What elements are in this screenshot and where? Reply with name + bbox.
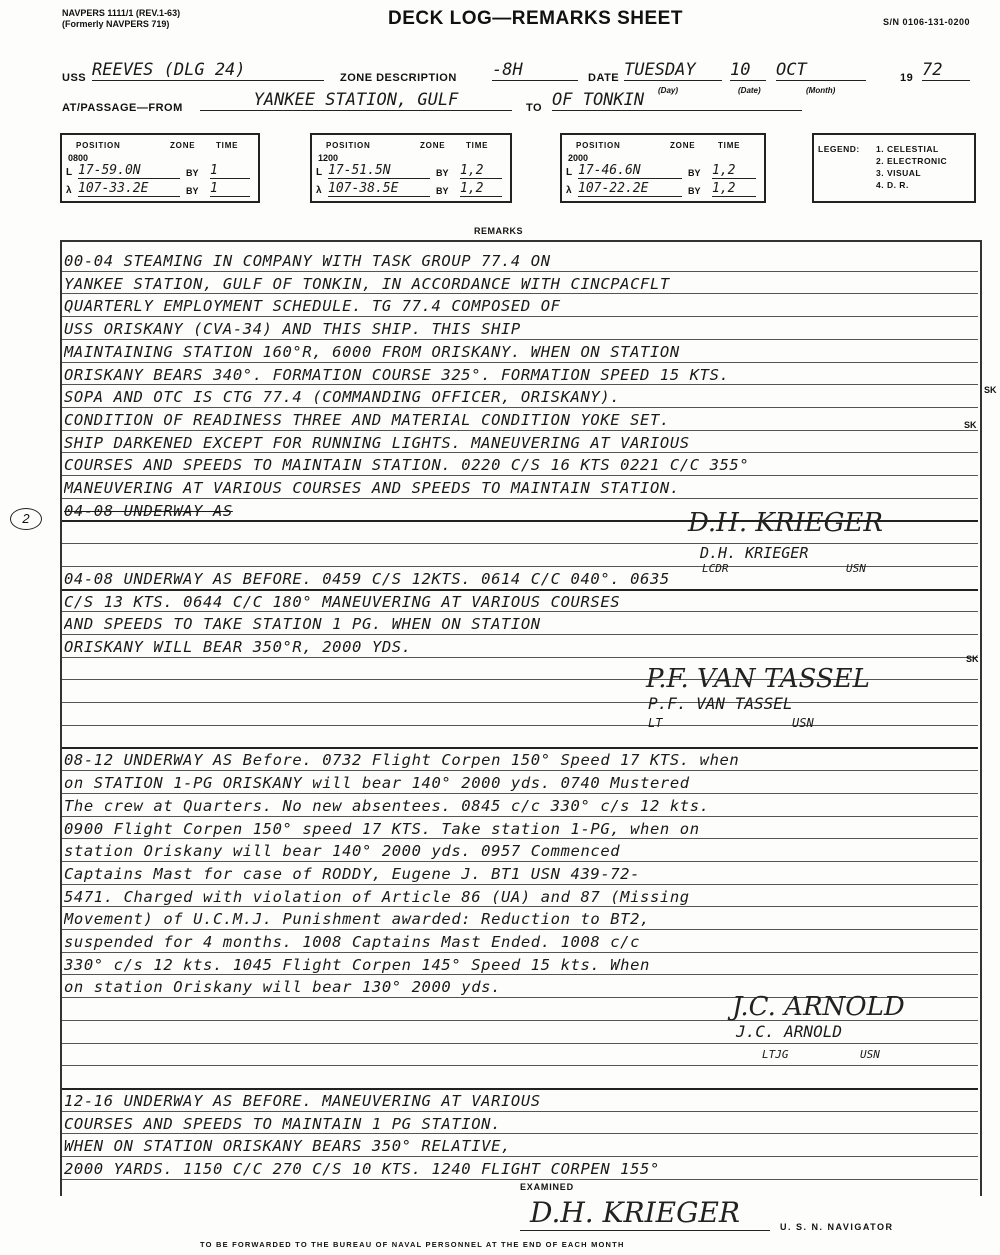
day-caption: (Day)	[658, 86, 679, 95]
remarks-line: 04-08 UNDERWAY AS BEFORE. 0459 C/S 12KTS. 0614 C/C 040°. 0635	[64, 569, 670, 588]
navigator-label: U. S. N. NAVIGATOR	[780, 1222, 894, 1232]
longitude-symbol: λ	[316, 185, 322, 196]
remarks-line: 330° c/s 12 kts. 1045 Flight Corpen 145° Speed 15 kts. When	[64, 955, 650, 974]
legend-box	[812, 133, 976, 203]
from-value: YANKEE STATION, GULF	[200, 90, 512, 111]
longitude-by: 1	[210, 181, 250, 197]
form-code	[62, 8, 180, 30]
longitude-symbol: λ	[566, 185, 572, 196]
latitude-value: 17-51.5N	[328, 163, 430, 179]
stock-number: S/N 0106-131-0200	[882, 17, 970, 27]
by-label: BY	[688, 168, 701, 178]
ruled-line	[62, 475, 978, 476]
date-label: DATE	[588, 72, 620, 84]
remarks-line: The crew at Quarters. No new absentees. 0845 c/c 330° c/s 12 kts.	[64, 796, 710, 815]
remarks-line: on station Oriskany will bear 130° 2000 yds.	[64, 978, 501, 997]
by-label: BY	[186, 168, 199, 178]
longitude-value: 107-22.2E	[578, 181, 682, 197]
ruled-line	[62, 725, 978, 726]
remarks-line: YANKEE STATION, GULF OF TONKIN, IN ACCORDANCE WITH CINCPACFLT	[64, 274, 670, 293]
position-time: 1200	[318, 153, 339, 163]
ruled-line	[62, 702, 978, 703]
position-heading: POSITION	[76, 141, 121, 150]
remarks-line: 12-16 UNDERWAY AS BEFORE. MANEUVERING AT VARIOUS	[64, 1091, 541, 1110]
signature-navigator: D.H. KRIEGER	[530, 1196, 740, 1229]
remarks-line: MAINTAINING STATION 160°R, 6000 FROM ORISKANY. WHEN ON STATION	[64, 342, 680, 361]
time-heading: TIME	[216, 141, 239, 150]
ruled-line	[62, 906, 978, 907]
remarks-line: WHEN ON STATION ORISKANY BEARS 350° RELATIVE,	[64, 1137, 511, 1156]
remarks-line: ORISKANY WILL BEAR 350°R, 2000 YDS.	[64, 637, 412, 656]
signature-krieger: D.H. KRIEGER	[688, 508, 883, 538]
form-code-line1: NAVPERS 1111/1 (REV.1-63)	[62, 8, 181, 18]
position-heading: POSITION	[326, 141, 371, 150]
legend-item: 2. ELECTRONIC	[876, 156, 948, 166]
position-box-2000	[560, 133, 766, 203]
ruled-line	[62, 657, 978, 658]
latitude-by: 1,2	[460, 163, 502, 179]
ruled-line	[62, 861, 978, 862]
remarks-line: 00-04 STEAMING IN COMPANY WITH TASK GROUP 77.4 ON	[64, 252, 551, 270]
remarks-line: MANEUVERING AT VARIOUS COURSES AND SPEEDS TO MAINTAIN STATION.	[64, 479, 680, 497]
signer-service: USN	[846, 562, 866, 575]
latitude-value: 17-59.0N	[78, 163, 180, 179]
margin-initials: SK	[984, 385, 997, 395]
legend-item: 3. VISUAL	[876, 168, 922, 178]
ruled-line	[62, 770, 978, 771]
examined-label: EXAMINED	[520, 1182, 574, 1192]
remarks-line: suspended for 4 months. 1008 Captains Mast Ended. 1008 c/c	[64, 933, 641, 951]
remarks-line: 08-12 UNDERWAY AS Before. 0732 Flight Corpen 150° Speed 17 KTS. when	[64, 751, 740, 770]
ruled-line	[62, 293, 978, 294]
remarks-line: 0900 Flight Corpen 150° speed 17 KTS. Take station 1-PG, when on	[64, 819, 700, 838]
signer-rank: LCDR	[702, 562, 729, 575]
remarks-line: CONDITION OF READINESS THREE AND MATERIAL CONDITION YOKE SET.	[64, 410, 670, 429]
ruled-line	[62, 952, 978, 953]
latitude-by: 1	[210, 163, 250, 179]
latitude-value: 17-46.6N	[578, 163, 682, 179]
signer-service: USN	[860, 1048, 880, 1061]
ruled-line	[62, 611, 978, 612]
signature-line	[520, 1230, 770, 1231]
ruled-line	[62, 1088, 978, 1090]
ruled-line	[62, 747, 978, 749]
ruled-line	[62, 589, 978, 591]
passage-label: AT/PASSAGE—FROM	[62, 102, 183, 114]
signature-arnold: J.C. ARNOLD	[732, 992, 905, 1022]
signer-name: J.C. ARNOLD	[736, 1022, 842, 1041]
uss-value: REEVES (DLG 24)	[92, 60, 324, 81]
remarks-title: REMARKS	[474, 226, 524, 236]
remarks-line: Movement) of U.C.M.J. Punishment awarded: Reduction to BT2,	[64, 910, 650, 929]
by-label: BY	[436, 186, 449, 196]
to-value: OF TONKIN	[552, 90, 802, 111]
zone-heading: ZONE	[670, 141, 696, 150]
ruled-line	[62, 974, 978, 975]
ruled-line	[62, 362, 978, 363]
latitude-symbol: L	[566, 167, 573, 178]
longitude-value: 107-38.5E	[328, 181, 430, 197]
remarks-line: Captains Mast for case of RODDY, Eugene J. BT1 USN 439-72-	[64, 864, 641, 883]
ruled-line	[62, 838, 978, 839]
ruled-line	[62, 1111, 978, 1112]
position-box-0800	[60, 133, 260, 203]
ruled-line	[62, 430, 978, 431]
legend-item: 1. CELESTIAL	[876, 144, 939, 154]
position-heading: POSITION	[576, 141, 621, 150]
legend-title: LEGEND:	[818, 144, 860, 154]
longitude-by: 1,2	[460, 181, 502, 197]
position-time: 2000	[568, 153, 589, 163]
ruled-line	[62, 566, 978, 567]
zone-value: -8H	[492, 60, 578, 81]
time-heading: TIME	[466, 141, 489, 150]
ruled-line	[62, 498, 978, 499]
remarks-line: AND SPEEDS TO TAKE STATION 1 PG. WHEN ON STATION	[64, 615, 541, 634]
longitude-by: 1,2	[712, 181, 756, 197]
form-code-line2: (Formerly NAVPERS 719)	[62, 19, 170, 29]
date-value: 10	[730, 60, 766, 81]
latitude-symbol: L	[316, 167, 323, 178]
ruled-line	[62, 1133, 978, 1134]
ruled-line	[62, 634, 978, 635]
by-label: BY	[436, 168, 449, 178]
page-title: DECK LOG—REMARKS SHEET	[388, 8, 683, 29]
signature-van-tassel: P.F. VAN TASSEL	[646, 664, 870, 694]
day-value: TUESDAY	[624, 60, 722, 81]
ruled-line	[62, 1156, 978, 1157]
remarks-line: SOPA AND OTC IS CTG 77.4 (COMMANDING OFFICER, ORISKANY).	[64, 388, 621, 407]
remarks-line: ORISKANY BEARS 340°. FORMATION COURSE 325°. FORMATION SPEED 15 KTS.	[64, 365, 730, 384]
ruled-line	[62, 1065, 978, 1066]
remarks-line: station Oriskany will bear 140° 2000 yds. 0957 Commenced	[64, 842, 621, 861]
remarks-line: on STATION 1-PG ORISKANY will bear 140° 2000 yds. 0740 Mustered	[64, 774, 690, 793]
ruled-line	[62, 929, 978, 930]
remarks-line: 2000 YARDS. 1150 C/C 270 C/S 10 KTS. 1240 FLIGHT CORPEN 155°	[64, 1160, 660, 1178]
position-time: 0800	[68, 153, 89, 163]
ruled-line	[62, 793, 978, 794]
to-label: TO	[526, 102, 543, 114]
month-caption: (Month)	[806, 86, 836, 95]
year-value: 72	[922, 60, 970, 81]
signer-rank: LT	[648, 716, 663, 730]
signer-name: D.H. KRIEGER	[700, 544, 809, 562]
year-prefix: 19	[900, 72, 914, 84]
ruled-line	[62, 271, 978, 272]
zone-label: ZONE DESCRIPTION	[340, 72, 457, 84]
zone-heading: ZONE	[420, 141, 446, 150]
date-caption: (Date)	[738, 86, 761, 95]
margin-initials: SK	[964, 420, 977, 430]
time-heading: TIME	[718, 141, 741, 150]
ruled-line	[62, 1043, 978, 1044]
longitude-symbol: λ	[66, 185, 72, 196]
margin-circle-mark: 2	[10, 508, 42, 530]
remarks-line: COURSES AND SPEEDS TO MAINTAIN 1 PG STATION.	[64, 1114, 501, 1133]
latitude-by: 1,2	[712, 163, 756, 179]
signer-service: USN	[792, 716, 814, 730]
longitude-value: 107-33.2E	[78, 181, 180, 197]
signer-name: P.F. VAN TASSEL	[648, 694, 793, 713]
uss-label: USS	[62, 72, 87, 84]
by-label: BY	[688, 186, 701, 196]
month-value: OCT	[776, 60, 866, 81]
ruled-line	[62, 543, 978, 544]
ruled-line	[62, 816, 978, 817]
remarks-line: COURSES AND SPEEDS TO MAINTAIN STATION. 0220 C/S 16 KTS 0221 C/C 355°	[64, 456, 750, 475]
ruled-line	[62, 339, 978, 340]
remarks-line: USS ORISKANY (CVA-34) AND THIS SHIP. THIS SHIP	[64, 320, 521, 339]
remarks-line: QUARTERLY EMPLOYMENT SCHEDULE. TG 77.4 COMPOSED OF	[64, 297, 561, 316]
legend-item: 4. D. R.	[876, 180, 909, 190]
zone-heading: ZONE	[170, 141, 196, 150]
ruled-line	[62, 384, 978, 385]
ruled-line	[62, 1179, 978, 1180]
ruled-line	[62, 407, 978, 408]
position-box-1200	[310, 133, 512, 203]
margin-initials: SK	[966, 654, 979, 664]
by-label: BY	[186, 186, 199, 196]
footer-note: TO BE FORWARDED TO THE BUREAU OF NAVAL PERSONNEL AT THE END OF EACH MONTH	[200, 1240, 625, 1249]
latitude-symbol: L	[66, 167, 73, 178]
remarks-line: 04-08 UNDERWAY AS	[64, 501, 233, 520]
ruled-line	[62, 452, 978, 453]
remarks-line: C/S 13 KTS. 0644 C/C 180° MANEUVERING AT VARIOUS COURSES	[64, 592, 621, 611]
signer-rank: LTJG	[762, 1048, 789, 1061]
remarks-line: SHIP DARKENED EXCEPT FOR RUNNING LIGHTS. MANEUVERING AT VARIOUS	[64, 433, 690, 452]
remarks-line: 5471. Charged with violation of Article 86 (UA) and 87 (Missing	[64, 887, 690, 906]
ruled-line	[62, 884, 978, 885]
ruled-line	[62, 316, 978, 317]
